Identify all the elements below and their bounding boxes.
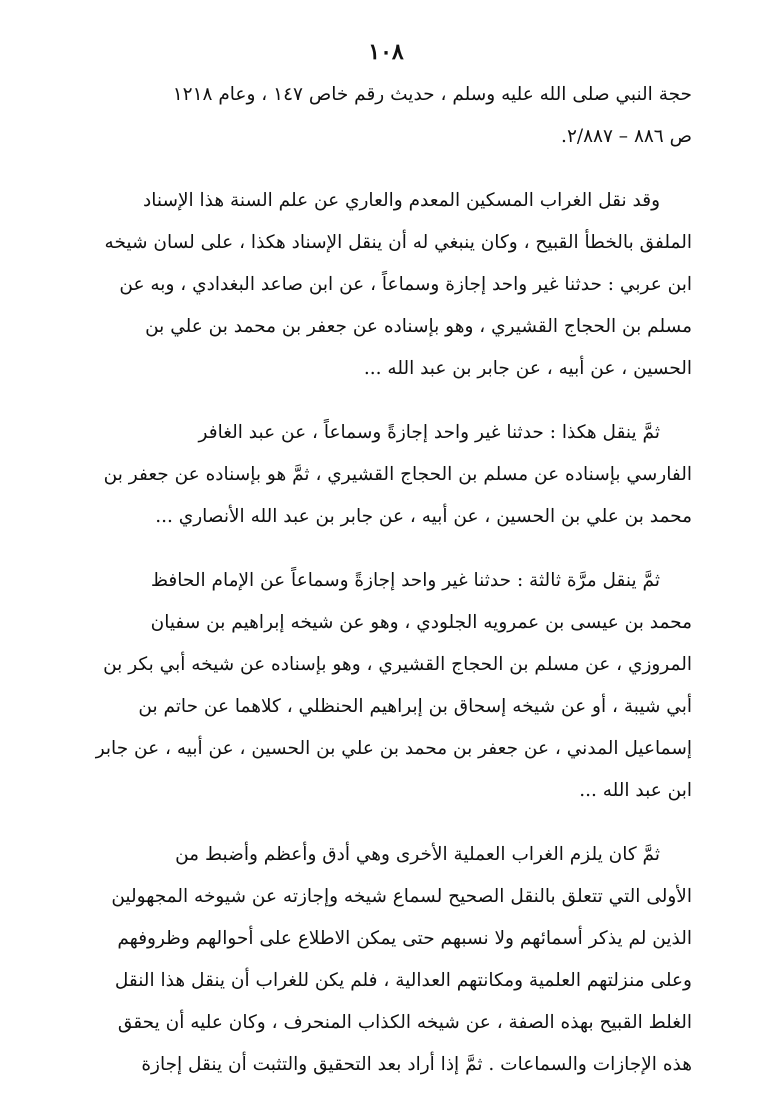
text-line: الذين لم يذكر أسمائهم ولا نسبهم حتى يمكن الاطلاع على أحوالهم وظروفهم: [117, 928, 692, 949]
text-line: المروزي ، عن مسلم بن الحجاج القشيري ، وهو بإسناده عن شيخه أبي بكر بن: [103, 654, 692, 675]
text-line: الملفق بالخطأ القبيح ، وكان ينبغي له أن ينقل الإسناد هكذا ، على لسان شيخه: [104, 232, 692, 253]
text-line: ثمَّ ينقل مرَّة ثالثة : حدثنا غير واحد إجازةً وسماعاً عن الإمام الحافظ: [150, 570, 660, 591]
text-line: ص ٨٨٦ – ٢/٨٨٧.: [561, 126, 692, 147]
paragraph-isnad-correction: [80, 180, 692, 390]
text-line: أبي شيبة ، أو عن شيخه إسحاق بن إبراهيم الحنظلي ، كلاهما عن حاتم بن: [138, 696, 692, 717]
paragraph-verification: [80, 834, 692, 1086]
text-line: الحسين ، عن أبيه ، عن جابر بن عبد الله ...: [363, 358, 692, 379]
text-line: وقد نقل الغراب المسكين المعدم والعاري عن علم السنة هذا الإسناد: [142, 190, 660, 211]
text-line: محمد بن عيسى بن عمرويه الجلودي ، وهو عن شيخه إبراهيم بن سفيان: [150, 612, 692, 633]
paragraph-third-isnad: [80, 560, 692, 812]
text-line: الغلط القبيح بهذه الصفة ، عن شيخه الكذاب المنحرف ، وكان عليه أن يحقق: [117, 1012, 692, 1033]
text-line: ثمَّ ينقل هكذا : حدثنا غير واحد إجازةً وسماعاً ، عن عبد الغافر: [198, 422, 660, 443]
text-line: وعلى منزلتهم العلمية ومكانتهم العدالية ، فلم يكن للغراب أن ينقل هذا النقل: [114, 970, 692, 991]
text-line: ثمَّ كان يلزم الغراب العملية الأخرى وهي أدق وأعظم وأضبط من: [175, 844, 660, 865]
text-line: مسلم بن الحجاج القشيري ، وهو بإسناده عن جعفر بن محمد بن علي بن: [145, 316, 692, 337]
page-number: ١٠٨: [368, 39, 404, 65]
footnote-continuation-paragraph: [80, 74, 692, 158]
text-line: ابن عربي : حدثنا غير واحد إجازة وسماعاً ، عن ابن صاعد البغدادي ، وبه عن: [119, 274, 692, 295]
text-line: الفارسي بإسناده عن مسلم بن الحجاج القشيري ، ثمَّ هو بإسناده عن جعفر بن: [103, 464, 692, 485]
paragraph-second-isnad: [80, 412, 692, 538]
text-line: محمد بن علي بن الحسين ، عن أبيه ، عن جابر بن عبد الله الأنصاري ...: [155, 506, 692, 527]
text-line: الأولى التي تتعلق بالنقل الصحيح لسماع شيخه وإجازته عن شيوخه المجهولين: [111, 886, 692, 907]
text-line: ابن عبد الله ...: [579, 780, 692, 801]
text-line: إسماعيل المدني ، عن جعفر بن محمد بن علي بن الحسين ، عن أبيه ، عن جابر: [95, 738, 692, 759]
text-line: حجة النبي صلى الله عليه وسلم ، حديث رقم خاص ١٤٧ ، وعام ١٢١٨: [172, 84, 692, 105]
text-line: هذه الإجازات والسماعات . ثمَّ إذا أراد بعد التحقيق والتثبت أن ينقل إجازة: [141, 1054, 692, 1075]
